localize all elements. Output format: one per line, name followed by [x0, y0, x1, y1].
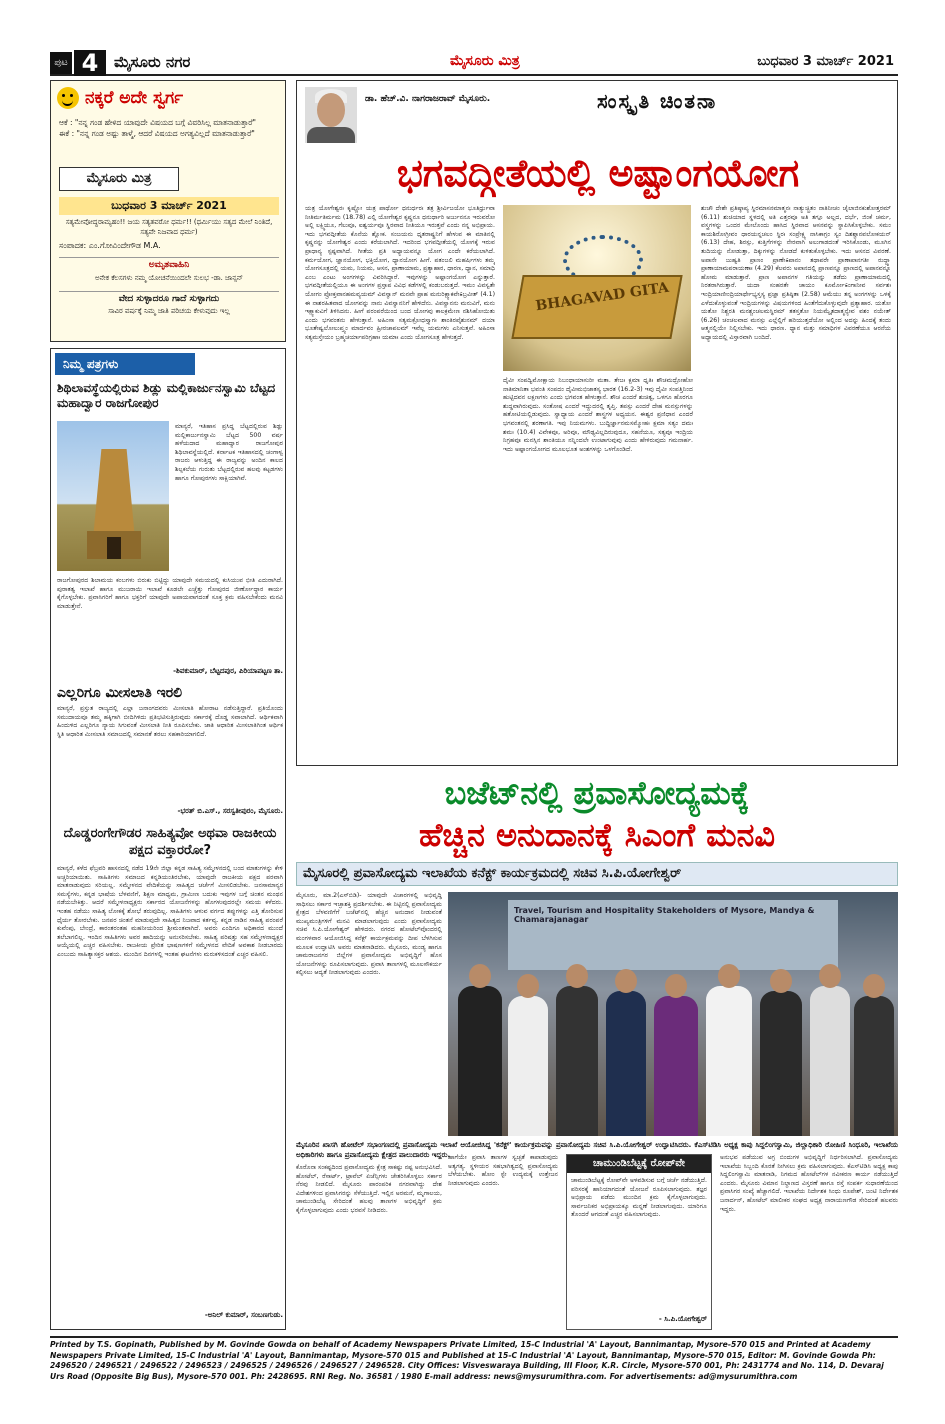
person-figure — [606, 991, 646, 1136]
mini-date: ಬುಧವಾರ 3 ಮಾರ್ಚ್ 2021 — [59, 197, 279, 215]
person-figure — [556, 986, 598, 1136]
person-figure — [760, 991, 802, 1136]
nakkare-title: ನಕ್ಕರೆ ಅದೇ ಸ್ವರ್ಗ — [85, 88, 184, 108]
veda-title: ವೇದ ಸುಳ್ಳಾದರೂ ಗಾದೆ ಸುಳ್ಳಾಗದು — [59, 291, 279, 304]
nakkare-title-row — [57, 85, 281, 111]
letter-signature: -ಶಿವಕುಮಾರ್, ಬೆಟ್ಟದಪುರ, ಪಿರಿಯಾಪಟ್ಟಣ ತಾ. — [173, 667, 283, 675]
letter-body: ರಾಜಗೋಪುರದ ಶಿಲಾಮಯ ಕಂಬಗಳು ಬಿರುಕು ಬಿಟ್ಟಿದ್ದು ಯಾವುದೇ ಸಮಯದಲ್ಲಿ ಕುಸಿಯುವ ಭೀತಿ ಎದುರಾಗಿದೆ. ಪುರಾತತ್ವ ಇಲಾಖೆ ಹಾಗೂ ಮುಜರಾಯಿ ಇಲಾಖೆ ಕೂಡಲೇ ಎಚ್ಚೆತ್ತು ಗೋಪುರದ ಜೀರ್ಣೋದ್ಧಾರ ಕಾರ್ಯ ಕೈಗೊಳ್ಳಬೇಕು. ಪ್ರವಾಸಿಗರಿಗೆ ಹಾಗೂ ಭಕ್ತರಿಗೆ ಯಾವುದೇ ಅಪಾಯವಾಗದಂತೆ ಸೂಕ್ತ ಕ್ರಮ ವಹಿಸಬೇಕೆಂದು ಮನವಿ ಮಾಡುತ್ತೇನೆ. — [57, 577, 283, 610]
nakkare-box — [50, 80, 286, 342]
person-figure — [810, 986, 850, 1136]
tourism-headline — [296, 772, 898, 856]
person-figure — [508, 996, 548, 1136]
letter-signature: -ಅನಿಲ್ ಕುಮಾರ್, ಸಂಬಣಗುಡು. — [204, 1311, 283, 1319]
page-tag: ಪುಟ — [50, 52, 72, 74]
amruta-quote: ಅನೇಕ ಕೆಲಸಗಳು ನಮ್ಮ ಯೋಚನೆಯಿಂದಲೇ ಸುಲಭ -ಡಾ. ಜಾನ್ಸನ್ — [95, 274, 243, 282]
imprint-footer: Printed by T.S. Gopinath, Published by M. Govinde Gowda on behalf of Academy Newspapers Private Limited, 15-C Industrial 'A' Layout, Bannimantap, Mysore-570 015 and Printed at Academy Newspapers Private Limited, 15-C Industrial 'A' Layout, Bannimantap, Mysore-570 015 and Published at 15-C Industrial 'A' Layout, Bannimantap, Mysore-570 015, Editor: M. Govinde Gowda Ph: 2496520 / 2496521 / 2496522 / 2496523 / 2496525 / 2496526 / 2496527 / 2496528. City Offices: Visveswaraya Building, III Floor, K.R. Circle, Mysore-570 001, Ph: 2431774 and No. 114, D. Devaraj Urs Road (Opposite Big Bus), Mysore-570 001. Ph: 2428695. RNI Reg. No. 36581 / 1980 E-mail address: news@mysurumithra.com. For advertisements: ad@mysurumithra.com — [50, 1336, 898, 1390]
temple-photo — [57, 421, 169, 571]
author-body — [307, 127, 355, 143]
event-photo — [448, 892, 898, 1136]
page-number: 4 — [74, 50, 106, 76]
letter-body: ಮಾನ್ಯರೆ, ಕಳೆದ ಫೆಬ್ರವರಿ ಹಾಸನದಲ್ಲಿ ನಡೆದ 19ನೇ ಜಿಲ್ಲಾ ಕನ್ನಡ ಸಾಹಿತ್ಯ ಸಮ್ಮೇಳನದಲ್ಲಿ ಬಂದ ಮಾತುಗಳನ್ನು ಕೇಳಿ ಅಚ್ಚರಿಯಾಯಿತು. ಸಾಹಿತಿಗಳು ಸಮಾಜದ ಕನ್ನಡಿಯಂತಿರಬೇಕು, ಯಾವುದೇ ರಾಜಕೀಯ ಪಕ್ಷದ ಪರವಾಗಿ ಮಾತನಾಡುವುದು ಸರಿಯಲ್ಲ. ಸಮ್ಮೇಳನದ ವೇದಿಕೆಯನ್ನು ಸಾಹಿತ್ಯದ ಚರ್ಚೆಗೆ ಮೀಸಲಿಡಬೇಕು. ಜನಸಾಮಾನ್ಯರ ಸಮಸ್ಯೆಗಳು, ಕನ್ನಡ ಭಾಷೆಯ ಬೆಳವಣಿಗೆ, ಶಿಕ್ಷಣ ಮಾಧ್ಯಮ, ಗ್ರಾಮೀಣ ಬದುಕು ಇವುಗಳ ಬಗ್ಗೆ ಚಿಂತನ ಮಂಥನ ನಡೆಯಬೇಕಿತ್ತು. ಆದರೆ ಸಮ್ಮೇಳನಾಧ್ಯಕ್ಷರು ಸರ್ಕಾರದ ಯೋಜನೆಗಳನ್ನು ಹೊಗಳುವುದರಲ್ಲೇ ಸಮಯ ಕಳೆದರು. ಇಂತಹ ನಡೆಯು ಸಾಹಿತ್ಯ ಲೋಕಕ್ಕೆ ಶೋಭೆ ತರುವುದಿಲ್ಲ. ಸಾಹಿತಿಗಳು ಆಳುವ ವರ್ಗದ ತಪ್ಪುಗಳನ್ನು ಎತ್ತಿ ತೋರಿಸುವ ಧೈರ್ಯ ತೋರಬೇಕು. ಜನಪರ ಚಿಂತನೆ ಮಾಡುವುದೇ ಸಾಹಿತ್ಯದ ನಿಜವಾದ ಕರ್ತವ್ಯ. ಕನ್ನಡ ನಾಡಿನ ಸಾಹಿತ್ಯ ಪರಂಪರೆ ಕುವೆಂಪು, ಬೇಂದ್ರೆ, ಕಾರಂತರಂತಹ ಮಹನೀಯರಿಂದ ಶ್ರೀಮಂತವಾಗಿದೆ. ಅವರು ಎಂದಿಗೂ ಅಧಿಕಾರದ ಮುಂದೆ ತಲೆಬಾಗಲಿಲ್ಲ. ಇಂದಿನ ಸಾಹಿತಿಗಳು ಅವರ ಹಾದಿಯನ್ನು ಅನುಸರಿಸಬೇಕು. ಸಾಹಿತ್ಯ ಪರಿಷತ್ತು ಸಹ ಸಮ್ಮೇಳನಾಧ್ಯಕ್ಷರ ಆಯ್ಕೆಯಲ್ಲಿ ಎಚ್ಚರ ವಹಿಸಬೇಕು. ರಾಜಕೀಯ ಪ್ರೇರಿತ ಭಾಷಣಗಳಿಗೆ ಸಮ್ಮೇಳನದ ವೇದಿಕೆ ಅವಕಾಶ ನೀಡಬಾರದು ಎಂಬುದು ಸಾಹಿತ್ಯಾಸಕ್ತರ ಆಶಯ. ಮುಂದಿನ ದಿನಗಳಲ್ಲಿ ಇಂತಹ ಘಟನೆಗಳು ಮರುಕಳಿಸದಂತೆ ಎಚ್ಚರ ವಹಿಸಲಿ. — [57, 865, 283, 958]
letters-banner: ನಿಮ್ಮ ಪತ್ರಗಳು — [55, 353, 195, 375]
amruta-title: ಅಮೃತವಾಹಿನಿ — [59, 257, 279, 270]
column-series-title: ಸಂಸ್ಕೃತಿ ಚಿಂತನಾ — [597, 89, 718, 113]
sidebar-signature: - ಸಿ.ಪಿ.ಯೋಗೇಶ್ವರ್ — [658, 1315, 707, 1323]
backdrop-text: Travel, Tourism and Hospitality Stakeholders of Mysore, Mandya & Chamarajanagar — [514, 906, 815, 924]
news-column: ಕೊರೊನಾ ಸಂಕಷ್ಟದಿಂದ ಪ್ರವಾಸೋದ್ಯಮ ಕ್ಷೇತ್ರ ಸಾಕಷ್ಟು ನಷ್ಟ ಅನುಭವಿಸಿದೆ. ಹೋಟೆಲ್, ರೆಸಾರ್ಟ್, ಟ್ರಾವೆಲ್ ಏಜೆನ್ಸಿಗಳು ಚೇತರಿಸಿಕೊಳ್ಳಲು ಸರ್ಕಾರ ನೆರವು ನೀಡಲಿದೆ. ಮೈಸೂರು ಪಾರಂಪರಿಕ ನಗರವಾಗಿದ್ದು ದೇಶ ವಿದೇಶಗಳಿಂದ ಪ್ರವಾಸಿಗರನ್ನು ಸೆಳೆಯುತ್ತಿದೆ. ಇಲ್ಲಿನ ಅರಮನೆ, ಮೃಗಾಲಯ, ಚಾಮುಂಡಿಬೆಟ್ಟ ಸೇರಿದಂತೆ ಹಲವು ತಾಣಗಳ ಅಭಿವೃದ್ಧಿಗೆ ಕ್ರಮ ಕೈಗೊಳ್ಳಲಾಗುವುದು ಎಂದು ಭರವಸೆ ನೀಡಿದರು. — [296, 1164, 442, 1214]
left-column — [50, 80, 286, 1330]
feature-headline: ಭಗವದ್ಗೀತೆಯಲ್ಲಿ ಅಷ್ಟಾಂಗಯೋಗ — [396, 151, 800, 195]
tourism-subhead: ಮೈಸೂರಲ್ಲಿ ಪ್ರವಾಸೋದ್ಯಮ ಇಲಾಖೆಯ ಕನೆಕ್ಟ್ ಕಾರ್ಯಕ್ರಮದಲ್ಲಿ ಸಚಿವ ಸಿ.ಪಿ.ಯೋಗೇಶ್ವರ್ — [296, 862, 898, 886]
book-title-text: BHAGAVAD GITA — [534, 279, 670, 315]
event-backdrop — [508, 900, 838, 970]
letter-body: ಮಾನ್ಯರೆ, ಇತಿಹಾಸ ಪ್ರಸಿದ್ಧ ಬೆಟ್ಟದಲ್ಲಿರುವ ಶಿಡ್ಲು ಮಲ್ಲಿಕಾರ್ಜುನಸ್ವಾಮಿ ಬೆಟ್ಟದ 500 ವರ್ಷ ಹಳೆಯದಾದ ಮಹಾದ್ವಾರ ರಾಜಗೋಪುರ ಶಿಥಿಲಾವಸ್ಥೆಯಲ್ಲಿದೆ. ಕರ್ನಾಟಕ ಇತಿಹಾಸದಲ್ಲಿ ಚಂಗಾಳ್ವ ರಾಜರು ಆಳುತ್ತಿದ್ದ ಈ ರಾಜ್ಯವನ್ನು ಅಂದಿನ ಕಾಲದ ಶಿಲ್ಪಕಲೆಯ ಗುರುತು ಬೆಟ್ಟದಲ್ಲಿರುವ ಹಲವು ಕಟ್ಟಡಗಳು ಹಾಗೂ ಗೋಪುರಗಳು ಸಾಕ್ಷಿಯಾಗಿವೆ. — [175, 423, 283, 482]
page-header — [50, 50, 898, 76]
letters-box — [50, 348, 286, 1330]
news-column: ಅನುಭವ ಪಡೆಯುವ ಅಗ್ರ ಬಿಂದುಗಳ ಅಭಿವೃದ್ಧಿಗೆ ನಿರ್ಧರಿಸಲಾಗಿದೆ. ಪ್ರವಾಸೋದ್ಯಮ ಇಲಾಖೆಯ ಸಿಬ್ಬಂದಿ ಕೊರತೆ ನೀಗಿಸಲು ಕ್ರಮ ವಹಿಸಲಾಗುವುದು. ಕೆಎಸ್‌ಟಿಡಿಸಿ ಅಧ್ಯಕ್ಷ ಕಾಪು ಸಿದ್ದಲಿಂಗಸ್ವಾಮಿ ಮಾತನಾಡಿ, ನಿಗಮದ ಹೋಟೆಲ್‌ಗಳ ನವೀಕರಣ ಕಾರ್ಯ ನಡೆಯುತ್ತಿದೆ ಎಂದರು. ಮೈಸೂರು ವಿಮಾನ ನಿಲ್ದಾಣದ ವಿಸ್ತರಣೆ ಹಾಗೂ ರಸ್ತೆ ಸಂಪರ್ಕ ಸುಧಾರಣೆಯಿಂದ ಪ್ರವಾಸಿಗರ ಸಂಖ್ಯೆ ಹೆಚ್ಚಾಗಲಿದೆ. ಇಲಾಖೆಯ ನಿರ್ದೇಶಕ ಸಿಂಧು ರೂಪೇಶ್, ಜಂಟಿ ನಿರ್ದೇಶಕ ಜನಾರ್ದನ್, ಹೋಟೆಲ್ ಮಾಲೀಕರ ಸಂಘದ ಅಧ್ಯಕ್ಷ ನಾರಾಯಣಗೌಡ ಸೇರಿದಂತೆ ಹಲವರು ಇದ್ದರು. — [720, 1154, 898, 1213]
joke-line: ಈಕೆ : "ನನ್ನ ಗಂಡ ಅಷ್ಟು ತಾಳ್ಮೆ, ಆದರೆ ವಿಷಯದ ಅಗತ್ಯವಿಲ್ಲದೆ ಮಾತನಾಡುತ್ತಾರೆ" — [59, 129, 255, 138]
headline-line-2: ಹೆಚ್ಚಿನ ಅನುದಾನಕ್ಕೆ ಸಿಎಂಗೆ ಮನವಿ — [418, 816, 776, 854]
author-photo — [305, 87, 357, 143]
letter-headline: ಶಿಥಿಲಾವಸ್ಥೆಯಲ್ಲಿರುವ ಶಿಡ್ಲು ಮಲ್ಲಿಕಾರ್ಜುನಸ್ವಾಮಿ ಬೆಟ್ಟದ ಮಹಾದ್ವಾರ ರಾಜಗೋಪುರ — [57, 381, 276, 410]
photo-caption: ಮೈಸೂರಿನ ಖಾಸಗಿ ಹೋಟೆಲ್ ಸಭಾಂಗಣದಲ್ಲಿ ಪ್ರವಾಸೋದ್ಯಮ ಇಲಾಖೆ ಆಯೋಜಿಸಿದ್ದ 'ಕನೆಕ್ಟ್' ಕಾರ್ಯಕ್ರಮವನ್ನು ಪ್ರವಾಸೋದ್ಯಮ ಸಚಿವ ಸಿ.ಪಿ.ಯೋಗೇಶ್ವರ್ ಉದ್ಘಾಟಿಸಿದರು. ಕೆಎಸ್‌ಟಿಡಿಸಿ ಅಧ್ಯಕ್ಷ ಕಾಪು ಸಿದ್ದಲಿಂಗಸ್ವಾಮಿ, ಜಿಲ್ಲಾಧಿಕಾರಿ ರೋಹಿಣಿ ಸಿಂಧೂರಿ, ಇಲಾಖೆಯ ಅಧಿಕಾರಿಗಳು ಹಾಗೂ ಪ್ರವಾಸೋದ್ಯಮ ಕ್ಷೇತ್ರದ ಪಾಲುದಾರರು ಇದ್ದರು. — [296, 1141, 898, 1159]
letter-headline: ದೊಡ್ಡರಂಗೇಗೌಡರ ಸಾಹಿತ್ಯವೋ ಅಥವಾ ರಾಜಕೀಯ ಪಕ್ಷದ ವಕ್ತಾರರೋ? — [63, 826, 277, 858]
smiley-icon — [57, 87, 79, 109]
gita-book-photo — [503, 205, 691, 371]
motto: ಸತ್ಯಮೇವೋದ್ಧರಾಮ್ಯಹಂ!! ಜಯ ಸತ್ಯತವರೋ ಧರ್ಮ!! (ಧರ್ಮಿಯು ಸತ್ಯದ ಮೇಲೆ ನಿಂತಿದೆ, ಸತ್ಯವೇ ನಿಜವಾದ ಧರ್ಮ) — [65, 218, 273, 236]
feature-article — [296, 80, 898, 766]
veda-quote: ಸಾವಿರ ವರ್ಷಕ್ಕೆ ನಿಮ್ಮ ಜಾತಿ ಪರಿಚಯ ಕೇಳುವುದು ಇಲ್ಲ — [108, 307, 230, 315]
letter-signature: -ಭರತ್ ಬಿ.ಎಸ್., ಸರಸ್ವತೀಪುರಂ, ಮೈಸೂರು. — [177, 807, 283, 815]
masthead: ಮೈಸೂರು ಮಿತ್ರ — [450, 53, 520, 69]
section-title: ಮೈಸೂರು ನಗರ — [114, 53, 191, 71]
sidebar-title: ಚಾಮುಂಡಿಬೆಟ್ಟಕ್ಕೆ ರೋಪ್‌ವೇ — [567, 1155, 711, 1173]
feature-column: ಶುಚೌ ದೇಶೇ ಪ್ರತಿಷ್ಠಾಪ್ಯ ಸ್ಥಿರಮಾಸನಮಾತ್ಮನಃ ನಾತ್ಯುಚ್ಛ್ರಿತಂ ನಾತಿನೀಚಂ ಚೈಲಾಜಿನಕುಶೋತ್ತರಮ್ (6.11) ಶುಚಿಯಾದ ಸ್ಥಳದಲ್ಲಿ ಅತಿ ಎತ್ತರವೂ ಅತಿ ತಗ್ಗೂ ಅಲ್ಲದ, ದರ್ಭೆ, ಜಿಂಕೆ ಚರ್ಮ, ವಸ್ತ್ರಗಳನ್ನು ಒಂದರ ಮೇಲೊಂದು ಹಾಸಿದ ಸ್ಥಿರವಾದ ಆಸನವನ್ನು ಸ್ಥಾಪಿಸಿಕೊಳ್ಳಬೇಕು. ಸಮಂ ಕಾಯಶಿರೋಗ್ರೀವಂ ಧಾರಯನ್ನಚಲಂ ಸ್ಥಿರಃ ಸಂಪ್ರೇಕ್ಷ್ಯ ನಾಸಿಕಾಗ್ರಂ ಸ್ವಂ ದಿಶಶ್ಚಾನವಲೋಕಯನ್ (6.13) ದೇಹ, ಶಿರಸ್ಸು, ಕುತ್ತಿಗೆಗಳನ್ನು ನೇರವಾಗಿ ಅಲುಗಾಡದಂತೆ ಇರಿಸಿಕೊಂಡು, ಮೂಗಿನ ತುದಿಯನ್ನು ನೋಡುತ್ತಾ, ದಿಕ್ಕುಗಳನ್ನು ನೋಡದೆ ಕುಳಿತುಕೊಳ್ಳಬೇಕು. ಇದು ಆಸನದ ವಿವರಣೆ. ಅಪಾನೇ ಜುಹ್ವತಿ ಪ್ರಾಣಂ ಪ್ರಾಣೇಽಪಾನಂ ತಥಾಪರೇ ಪ್ರಾಣಾಪಾನಗತೀ ರುದ್ಧ್ವಾ ಪ್ರಾಣಾಯಾಮಪರಾಯಣಾಃ (4.29) ಕೆಲವರು ಅಪಾನದಲ್ಲಿ ಪ್ರಾಣವನ್ನೂ ಪ್ರಾಣದಲ್ಲಿ ಅಪಾನವನ್ನೂ ಹೋಮ ಮಾಡುತ್ತಾರೆ. ಪ್ರಾಣ ಅಪಾನಗಳ ಗತಿಯನ್ನು ತಡೆದು ಪ್ರಾಣಾಯಾಮದಲ್ಲಿ ನಿರತರಾಗಿರುತ್ತಾರೆ. ಯದಾ ಸಂಹರತೇ ಚಾಯಂ ಕೂರ್ಮೋಽಂಗಾನೀವ ಸರ್ವಶಃ ಇಂದ್ರಿಯಾಣೀಂದ್ರಿಯಾರ್ಥೇಭ್ಯಸ್ತಸ್ಯ ಪ್ರಜ್ಞಾ ಪ್ರತಿಷ್ಠಿತಾ (2.58) ಆಮೆಯು ತನ್ನ ಅಂಗಗಳನ್ನು ಒಳಕ್ಕೆ ಎಳೆದುಕೊಳ್ಳುವಂತೆ ಇಂದ್ರಿಯಗಳನ್ನು ವಿಷಯಗಳಿಂದ ಹಿಂತೆಗೆದುಕೊಳ್ಳುವುದೇ ಪ್ರತ್ಯಾಹಾರ. ಯತೋ ಯತೋ ನಿಶ್ಚರತಿ ಮನಶ್ಚಂಚಲಮಸ್ಥಿರಮ್ ತತಸ್ತತೋ ನಿಯಮ್ಯೈತದಾತ್ಮನ್ಯೇವ ವಶಂ ನಯೇತ್ (6.26) ಚಂಚಲವಾದ ಮನಸ್ಸು ಎಲ್ಲೆಲ್ಲಿಗೆ ಹರಿಯುತ್ತದೆಯೋ ಅಲ್ಲಿಂದ ಅದನ್ನು ಹಿಂದಕ್ಕೆ ತಂದು ಆತ್ಮನಲ್ಲಿಯೇ ನಿಲ್ಲಿಸಬೇಕು. ಇದು ಧಾರಣ. ಧ್ಯಾನ ಮತ್ತು ಸಮಾಧಿಗಳ ವಿವರಣೆಯೂ ಆರನೆಯ ಅಧ್ಯಾಯದಲ್ಲಿ ವಿಸ್ತಾರವಾಗಿ ಬಂದಿದೆ. — [701, 205, 891, 341]
letter-body: ಮಾನ್ಯರೆ, ಪ್ರಸ್ತುತ ರಾಜ್ಯದಲ್ಲಿ ಎಲ್ಲಾ ಜನಾಂಗದವರು ಮೀಸಲಾತಿ ಹೋರಾಟ ನಡೆಸುತ್ತಿದ್ದಾರೆ. ಪ್ರತಿಯೊಂದು ಸಮುದಾಯವೂ ತಮ್ಮ ಹಕ್ಕಿಗಾಗಿ ಬೀದಿಗಿಳಿದು ಪ್ರತಿಭಟಿಸುತ್ತಿರುವುದು ಸರ್ಕಾರಕ್ಕೆ ದೊಡ್ಡ ಸವಾಲಾಗಿದೆ. ಆರ್ಥಿಕವಾಗಿ ಹಿಂದುಳಿದ ಎಲ್ಲರಿಗೂ ನ್ಯಾಯ ಸಿಗುವಂತೆ ಮೀಸಲಾತಿ ನೀತಿ ರೂಪಿಸಬೇಕು. ಜಾತಿ ಆಧಾರಿತ ಮೀಸಲಾತಿಗಿಂತ ಆರ್ಥಿಕ ಸ್ಥಿತಿ ಆಧಾರಿತ ಮೀಸಲಾತಿ ಸಮಾಜದಲ್ಲಿ ಸಮಾನತೆ ತರಲು ಸಹಕಾರಿಯಾಗಲಿದೆ. — [57, 705, 283, 738]
editor-line: ಸಂಪಾದಕ: ಎಂ.ಗೋವಿಂದೇಗೌಡ M.A. — [59, 241, 161, 250]
joke-line: ಆಕೆ : "ನನ್ನ ಗಂಡ ಹೇಳಿದ ಯಾವುದೇ ವಿಷಯದ ಬಗ್ಗೆ ವಿವರಿಸಿಲ್ಲ ಮಾತನಾಡುತ್ತಾರೆ" — [59, 118, 256, 127]
letter-headline: ಎಲ್ಲರಿಗೂ ಮೀಸಲಾತಿ ಇರಲಿ — [57, 685, 183, 701]
feature-column: ಯತ್ರ ಯೋಗೇಶ್ವರಃ ಕೃಷ್ಣೋ ಯತ್ರ ಪಾರ್ಥೋ ಧನುರ್ಧರಃ ತತ್ರ ಶ್ರೀರ್ವಿಜಯೋ ಭೂತಿರ್ಧ್ರುವಾ ನೀತಿರ್ಮತಿರ್ಮಮ (18.78) ಎಲ್ಲಿ ಯೋಗೇಶ್ವರ ಕೃಷ್ಣನೂ ಧನುರ್ಧಾರಿ ಅರ್ಜುನನೂ ಇರುವರೋ ಅಲ್ಲಿ ಲಕ್ಷ್ಮಿಯೂ, ಗೆಲುವೂ, ಐಶ್ವರ್ಯವೂ ಸ್ಥಿರವಾದ ನೀತಿಯೂ ಇರುತ್ತವೆ ಎಂದು ನನ್ನ ಅಭಿಪ್ರಾಯ. ಇದು ಭಗವದ್ಗೀತೆಯ ಕೊನೆಯ ಶ್ಲೋಕ. ಸಂಜಯನು ಧೃತರಾಷ್ಟ್ರನಿಗೆ ಹೇಳುವ ಈ ಮಾತಿನಲ್ಲಿ ಕೃಷ್ಣನನ್ನು ಯೋಗೇಶ್ವರ ಎಂದು ಕರೆಯಲಾಗಿದೆ. ಇದರಿಂದ ಭಗವದ್ಗೀತೆಯಲ್ಲಿ ಯೋಗಕ್ಕೆ ಇರುವ ಪ್ರಾಧಾನ್ಯ ಸ್ಪಷ್ಟವಾಗಿದೆ. ಗೀತೆಯ ಪ್ರತಿ ಅಧ್ಯಾಯವನ್ನೂ ಯೋಗ ಎಂದೇ ಕರೆಯಲಾಗಿದೆ. ಕರ್ಮಯೋಗ, ಜ್ಞಾನಯೋಗ, ಭಕ್ತಿಯೋಗ, ಧ್ಯಾನಯೋಗ ಹೀಗೆ. ಪತಂಜಲಿ ಮಹರ್ಷಿಗಳು ತಮ್ಮ ಯೋಗಸೂತ್ರದಲ್ಲಿ ಯಮ, ನಿಯಮ, ಆಸನ, ಪ್ರಾಣಾಯಾಮ, ಪ್ರತ್ಯಾಹಾರ, ಧಾರಣ, ಧ್ಯಾನ, ಸಮಾಧಿ ಎಂಬ ಎಂಟು ಅಂಗಗಳನ್ನು ವಿವರಿಸಿದ್ದಾರೆ. ಇವುಗಳನ್ನು ಅಷ್ಟಾಂಗಯೋಗ ಎನ್ನುತ್ತಾರೆ. ಭಗವದ್ಗೀತೆಯಲ್ಲಿಯೂ ಈ ಅಂಗಗಳ ಪ್ರಸ್ತಾಪ ವಿವಿಧ ಕಡೆಗಳಲ್ಲಿ ಕಂಡುಬರುತ್ತದೆ. ಇಮಂ ವಿವಸ್ವತೇ ಯೋಗಂ ಪ್ರೋಕ್ತವಾನಹಮವ್ಯಯಮ್ ವಿವಸ್ವಾನ್ ಮನವೇ ಪ್ರಾಹ ಮನುರಿಕ್ಷ್ವಾಕವೇಽಬ್ರವೀತ್ (4.1) ಈ ನಾಶರಹಿತವಾದ ಯೋಗವನ್ನು ನಾನು ವಿವಸ್ವಾನನಿಗೆ ಹೇಳಿದೆನು. ವಿವಸ್ವಾನನು ಮನುವಿಗೆ, ಮನು ಇಕ್ಷ್ವಾಕುವಿಗೆ ತಿಳಿಸಿದನು. ಹೀಗೆ ಪರಂಪರೆಯಿಂದ ಬಂದ ಯೋಗವು ಕಾಲಕ್ರಮೇಣ ನಶಿಸಿಹೋಯಿತು ಎಂದು ಭಗವಂತನು ಹೇಳುತ್ತಾನೆ. ಅಹಿಂಸಾ ಸತ್ಯಮಕ್ರೋಧಸ್ತ್ಯಾಗಃ ಶಾಂತಿರಪೈಶುನಮ್ ದಯಾ ಭೂತೇಷ್ವಲೋಲುಪ್ತ್ವಂ ಮಾರ್ದವಂ ಹ್ರೀರಚಾಪಲಮ್ ಇವೆಲ್ಲ ಯಮಗಳು ಎನಿಸುತ್ತವೆ. ಅಹಿಂಸಾ ಸತ್ಯಮಸ್ತೇಯಂ ಬ್ರಹ್ಮಚರ್ಯಾಪರಿಗ್ರಹಾಃ ಯಮಾಃ ಎಂದು ಯೋಗಸೂತ್ರ ಹೇಳುತ್ತದೆ. — [305, 205, 495, 341]
news-column: ಮೈಸೂರು, ಮಾ.2(ಎಸ್‌ಬಿಡಿ)- ಯಾವುದೇ ವಿಚಾರಗಳಲ್ಲಿ ಅಭಿವೃದ್ಧಿ ಸಾಧಿಸಲು ಸರ್ಕಾರ ಇಚ್ಛಾಶಕ್ತಿ ಪ್ರದರ್ಶಿಸಬೇಕು. ಈ ನಿಟ್ಟಿನಲ್ಲಿ ಪ್ರವಾಸೋದ್ಯಮ ಕ್ಷೇತ್ರದ ಬೆಳವಣಿಗೆಗೆ ಬಜೆಟ್‌ನಲ್ಲಿ ಹೆಚ್ಚಿನ ಅನುದಾನ ನೀಡುವಂತೆ ಮುಖ್ಯಮಂತ್ರಿಗಳಿಗೆ ಮನವಿ ಮಾಡಲಾಗುವುದು ಎಂದು ಪ್ರವಾಸೋದ್ಯಮ ಸಚಿವ ಸಿ.ಪಿ.ಯೋಗೇಶ್ವರ್ ಹೇಳಿದರು. ನಗರದ ಹೋಟೆಲ್‌ವೊಂದರಲ್ಲಿ ಮಂಗಳವಾರ ಆಯೋಜಿಸಿದ್ದ ಕನೆಕ್ಟ್ ಕಾರ್ಯಕ್ರಮವನ್ನು ದೀಪ ಬೆಳಗಿಸುವ ಮೂಲಕ ಉದ್ಘಾಟಿಸಿ ಅವರು ಮಾತನಾಡಿದರು. ಮೈಸೂರು, ಮಂಡ್ಯ ಹಾಗೂ ಚಾಮರಾಜನಗರ ಜಿಲ್ಲೆಗಳ ಪ್ರವಾಸೋದ್ಯಮ ಅಭಿವೃದ್ಧಿಗೆ ಹೊಸ ಯೋಜನೆಗಳನ್ನು ರೂಪಿಸಲಾಗುವುದು. ಪ್ರವಾಸಿ ತಾಣಗಳಲ್ಲಿ ಮೂಲಸೌಕರ್ಯ ಕಲ್ಪಿಸಲು ಆದ್ಯತೆ ನೀಡಲಾಗುವುದು ಎಂದರು. — [296, 892, 442, 977]
headline-line-1: ಬಜೆಟ್‌ನಲ್ಲಿ ಪ್ರವಾಸೋದ್ಯಮಕ್ಕೆ — [444, 774, 750, 812]
mini-masthead: ಮೈಸೂರು ಮಿತ್ರ — [59, 167, 179, 191]
gopura-tower — [93, 449, 135, 539]
gopura-door — [107, 537, 121, 559]
person-figure — [458, 986, 502, 1136]
feature-column: ದೈವೀ ಸಂಪದ್ವಿಮೋಕ್ಷಾಯ ನಿಬಂಧಾಯಾಸುರೀ ಮತಾ. ತೇಜಃ ಕ್ಷಮಾ ಧೃತಿಃ ಶೌಚಮದ್ರೋಹೋ ನಾತಿಮಾನಿತಾ ಭವಂತಿ ಸಂಪದಂ ದೈವೀಮಭಿಜಾತಸ್ಯ ಭಾರತ (16.2-3) ಇವು ದೈವೀ ಸಂಪತ್ತಿನಿಂದ ಹುಟ್ಟಿದವನ ಲಕ್ಷಣಗಳು ಎಂದು ಭಗವಂತ ಹೇಳುತ್ತಾನೆ. ಶೌಚ ಎಂದರೆ ಶುಚಿತ್ವ, ಒಳಗೂ ಹೊರಗೂ ಶುದ್ಧವಾಗಿರುವುದು. ಸಂತೋಷ ಎಂದರೆ ಇದ್ದುದರಲ್ಲಿ ತೃಪ್ತಿ. ತಪಸ್ಸು ಎಂದರೆ ದೇಹ ಮನಸ್ಸುಗಳನ್ನು ಹತೋಟಿಯಲ್ಲಿಡುವುದು. ಸ್ವಾಧ್ಯಾಯ ಎಂದರೆ ಶಾಸ್ತ್ರಗಳ ಅಧ್ಯಯನ. ಈಶ್ವರ ಪ್ರಣಿಧಾನ ಎಂದರೆ ಭಗವಂತನಲ್ಲಿ ಶರಣಾಗತಿ. ಇವು ನಿಯಮಗಳು. ಬುದ್ಧಿರ್ಜ್ಞಾನಮಸಮ್ಮೋಹಃ ಕ್ಷಮಾ ಸತ್ಯಂ ದಮಃ ಶಮಃ (10.4) ವಿವೇಕವೂ, ಅರಿವೂ, ಮೌಢ್ಯವಿಲ್ಲದಿರುವುದೂ, ಸಹನೆಯೂ, ಸತ್ಯವೂ ಇಂದ್ರಿಯ ನಿಗ್ರಹವೂ ಮನಸ್ಸಿನ ಶಾಂತಿಯೂ ನನ್ನಿಂದಲೇ ಉಂಟಾಗುವುವು ಎಂದು ಹೇಳಿರುವುದು ಗಮನಾರ್ಹ. ಇದು ಅಷ್ಟಾಂಗಯೋಗದ ಮೂಲಭೂತ ಅಂಶಗಳನ್ನು ಒಳಗೊಂಡಿದೆ. — [503, 377, 693, 453]
author-byline: ಡಾ. ಹೆಚ್.ವಿ. ನಾಗರಾಜರಾವ್ ಮೈಸೂರು. — [365, 94, 491, 104]
author-head — [317, 93, 345, 127]
sidebar-body: ಚಾಮುಂಡಿಬೆಟ್ಟಕ್ಕೆ ರೋಪ್‌ವೇ ಅಳವಡಿಸುವ ಬಗ್ಗೆ ಚರ್ಚೆ ನಡೆಯುತ್ತಿದೆ. ಪರಿಸರಕ್ಕೆ ಹಾನಿಯಾಗದಂತೆ ಯೋಜನೆ ರೂಪಿಸಲಾಗುವುದು. ತಜ್ಞರ ಅಭಿಪ್ರಾಯ ಪಡೆದು ಮುಂದಿನ ಕ್ರಮ ಕೈಗೊಳ್ಳಲಾಗುವುದು. ಸಾರ್ವಜನಿಕರ ಅಭಿಪ್ರಾಯಕ್ಕೂ ಮನ್ನಣೆ ನೀಡಲಾಗುವುದು. ಯಾರಿಗೂ ತೊಂದರೆ ಆಗದಂತೆ ಎಚ್ಚರ ವಹಿಸಲಾಗುವುದು. — [571, 1177, 707, 1219]
joke-text — [59, 117, 279, 139]
chamundi-sidebar — [566, 1154, 712, 1330]
person-figure — [706, 986, 752, 1136]
newspaper-page — [50, 50, 898, 1390]
person-figure — [654, 996, 698, 1136]
person-figure — [854, 996, 894, 1136]
news-column: ಹಾಗೆಯೇ ಪ್ರವಾಸಿ ತಾಣಗಳ ಸ್ವಚ್ಛತೆ ಕಾಪಾಡುವುದು ಅತ್ಯಗತ್ಯ. ಸ್ಥಳೀಯರ ಸಹಭಾಗಿತ್ವದಲ್ಲಿ ಪ್ರವಾಸೋದ್ಯಮ ಬೆಳೆಯಬೇಕು. ಹೋಂ ಸ್ಟೇ ಉದ್ಯಮಕ್ಕೆ ಉತ್ತೇಜನ ನೀಡಲಾಗುವುದು ಎಂದರು. — [448, 1154, 558, 1187]
issue-date: ಬುಧವಾರ 3 ಮಾರ್ಚ್ 2021 — [757, 54, 894, 69]
